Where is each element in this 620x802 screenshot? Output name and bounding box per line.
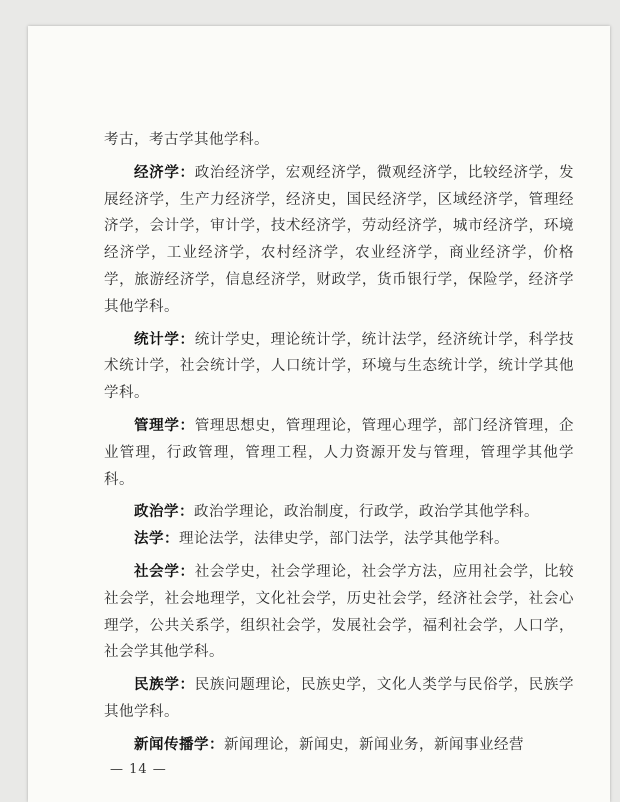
body-text [104, 127, 574, 759]
section-body: 政治学理论，政治制度，行政学，政治学其他学科。 [194, 504, 539, 521]
section-law [104, 526, 574, 553]
section-body: 理论法学，法律史学，部门法学，法学其他学科。 [179, 531, 509, 548]
section-heading: 法学： [134, 530, 179, 548]
section-heading: 民族学： [134, 676, 195, 694]
section-politics [104, 499, 574, 526]
section-management [104, 413, 574, 493]
section-body: 新闻理论，新闻史，新闻业务，新闻事业经营 [224, 736, 524, 753]
section-journalism [104, 732, 574, 759]
section-heading: 政治学： [134, 503, 194, 521]
section-body: 政治经济学，宏观经济学，微观经济学，比较经济学，发展经济学，生产力经济学，经济史，国民经济学，区域经济学，管理经济学，会计学，审计学，技术经济学，劳动经济学，城市经济学，环境经济学，工业经济学，农村经济学，农业经济学，商业经济学，价格学，旅游经济学，信息经济学，财政学，货币银行学，保险学，经济学其他学科。 [104, 164, 575, 315]
section-ethnology [104, 672, 574, 726]
section-heading: 统计学： [134, 330, 195, 348]
document-page [28, 26, 610, 802]
page-number: — 14 — [110, 762, 167, 777]
section-body: 民族问题理论，民族史学，文化人类学与民俗学，民族学其他学科。 [104, 677, 575, 720]
section-body: 社会学史，社会学理论，社会学方法，应用社会学，比较社会学，社会地理学，文化社会学，历史社会学，经济社会学，社会心理学，公共关系学，组织社会学，发展社会学，福利社会学，人口学，社会学其他学科。 [104, 563, 575, 661]
intro-paragraph: 考古，考古学其他学科。 [104, 132, 269, 148]
section-heading: 经济学： [134, 163, 195, 181]
section-body: 统计学史，理论统计学，统计法学，经济统计学，科学技术统计学，社会统计学，人口统计学，环境与生态统计学，统计学其他学科。 [104, 331, 575, 402]
section-heading: 新闻传播学： [134, 735, 224, 753]
section-statistics [104, 327, 574, 407]
section-body: 管理思想史，管理理论，管理心理学，部门经济管理，企业管理，行政管理，管理工程，人力资源开发与管理，管理学其他学科。 [104, 417, 575, 488]
section-heading: 管理学： [134, 416, 195, 434]
section-heading: 社会学： [134, 562, 195, 580]
section-sociology [104, 559, 574, 666]
section-economics [104, 160, 574, 321]
